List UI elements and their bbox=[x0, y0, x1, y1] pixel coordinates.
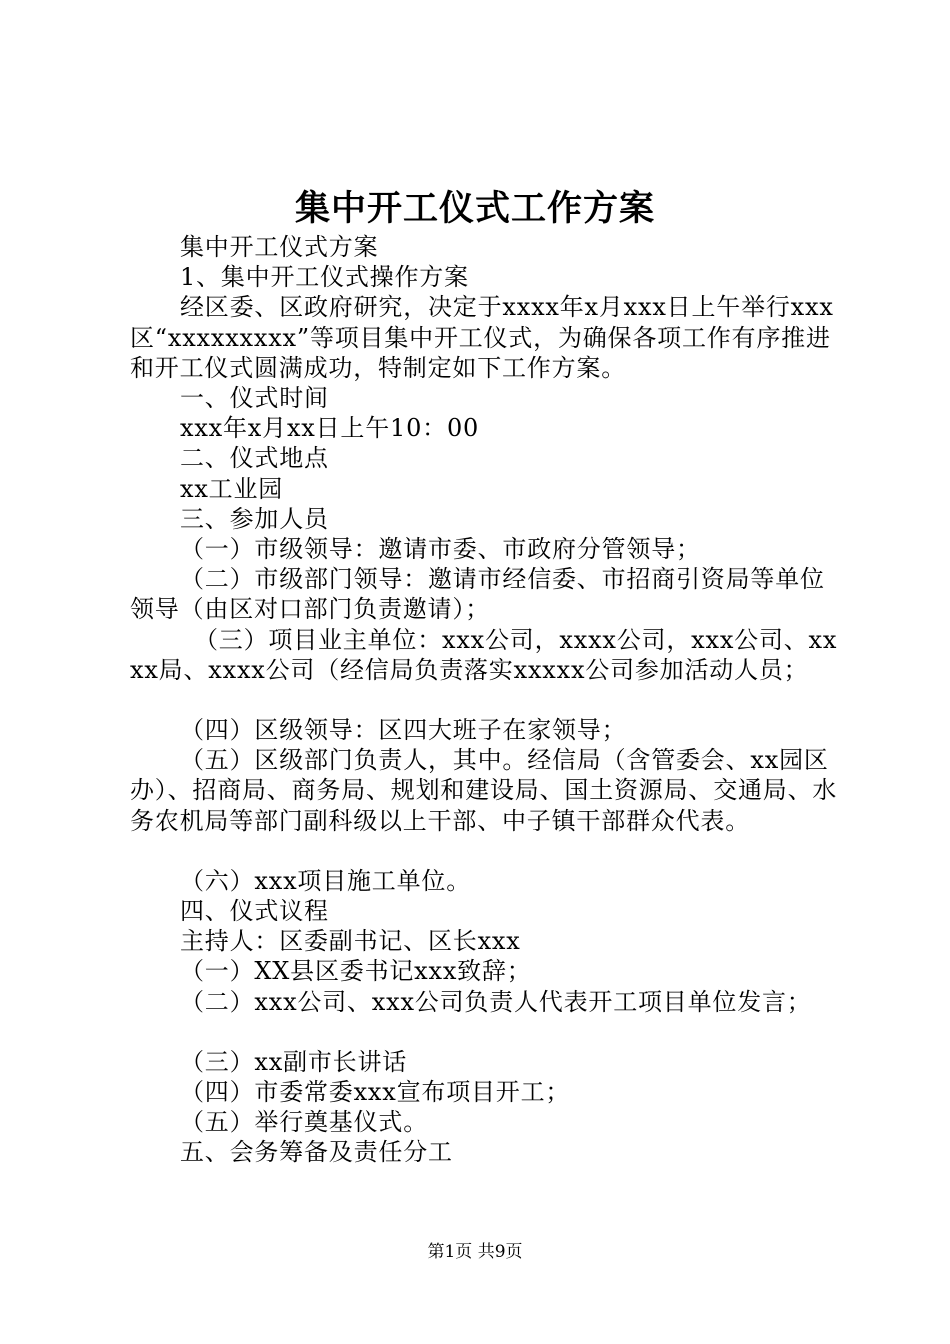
paragraph-section-1: 1、集中开工仪式操作方案 bbox=[180, 263, 469, 292]
heading-agenda: 四、仪式议程 bbox=[180, 897, 329, 926]
list-item-attendee-3: （三）项目业主单位：xxx公司，xxxx公司，xxx公司、xxxx局、xxxx公司（经信局负责落实xxxxx公司参加活动人员； bbox=[130, 625, 838, 684]
page-number: 第1页 共9页 bbox=[427, 1242, 523, 1262]
list-item-agenda-2: （二）xxx公司、xxx公司负责人代表开工项目单位发言； bbox=[180, 987, 812, 1016]
list-item-attendee-6: （六）xxx项目施工单位。 bbox=[180, 866, 472, 895]
paragraph-ceremony-location: xx工业园 bbox=[180, 474, 284, 503]
paragraph-intro: 经区委、区政府研究，决定于xxxx年x月xxx日上午举行xxx区“xxxxxxxxx”等项目集中开工仪式，为确保各项工作有序推进和开工仪式圆满成功，特制定如下工作方案。 bbox=[130, 293, 834, 382]
list-item-agenda-1: （一）XX县区委书记xxx致辞； bbox=[180, 957, 532, 986]
heading-ceremony-time: 一、仪式时间 bbox=[180, 384, 329, 413]
list-item-attendee-4: （四）区级领导：区四大班子在家领导； bbox=[180, 716, 627, 745]
list-item-attendee-5: （五）区级部门负责人，其中。经信局（含管委会、xx园区办）、招商局、商务局、规划和建设局、国土资源局、交通局、水务农机局等部门副科级以上干部、中子镇干部群众代表。 bbox=[130, 746, 838, 835]
document-title: 集中开工仪式工作方案 bbox=[294, 188, 655, 229]
list-item-agenda-4: （四）市委常委xxx宣布项目开工； bbox=[180, 1078, 571, 1107]
list-item-attendee-2: （二）市级部门领导：邀请市经信委、市招商引资局等单位领导（由区对口部门负责邀请）； bbox=[130, 565, 825, 624]
heading-attendees: 三、参加人员 bbox=[180, 504, 329, 533]
paragraph-plan-heading: 集中开工仪式方案 bbox=[180, 233, 379, 261]
list-item-attendee-1: （一）市级领导：邀请市委、市政府分管领导； bbox=[180, 535, 701, 564]
list-item-agenda-3: （三）xx副市长讲话 bbox=[180, 1047, 408, 1076]
heading-preparation: 五、会务筹备及责任分工 bbox=[180, 1138, 453, 1167]
heading-ceremony-location: 二、仪式地点 bbox=[180, 444, 329, 473]
paragraph-host: 主持人：区委副书记、区长xxx bbox=[180, 927, 521, 956]
document-body bbox=[130, 232, 842, 1168]
list-item-agenda-5: （五）举行奠基仪式。 bbox=[180, 1108, 428, 1137]
paragraph-ceremony-time: xxx年x月xx日上午10：00 bbox=[180, 414, 480, 443]
